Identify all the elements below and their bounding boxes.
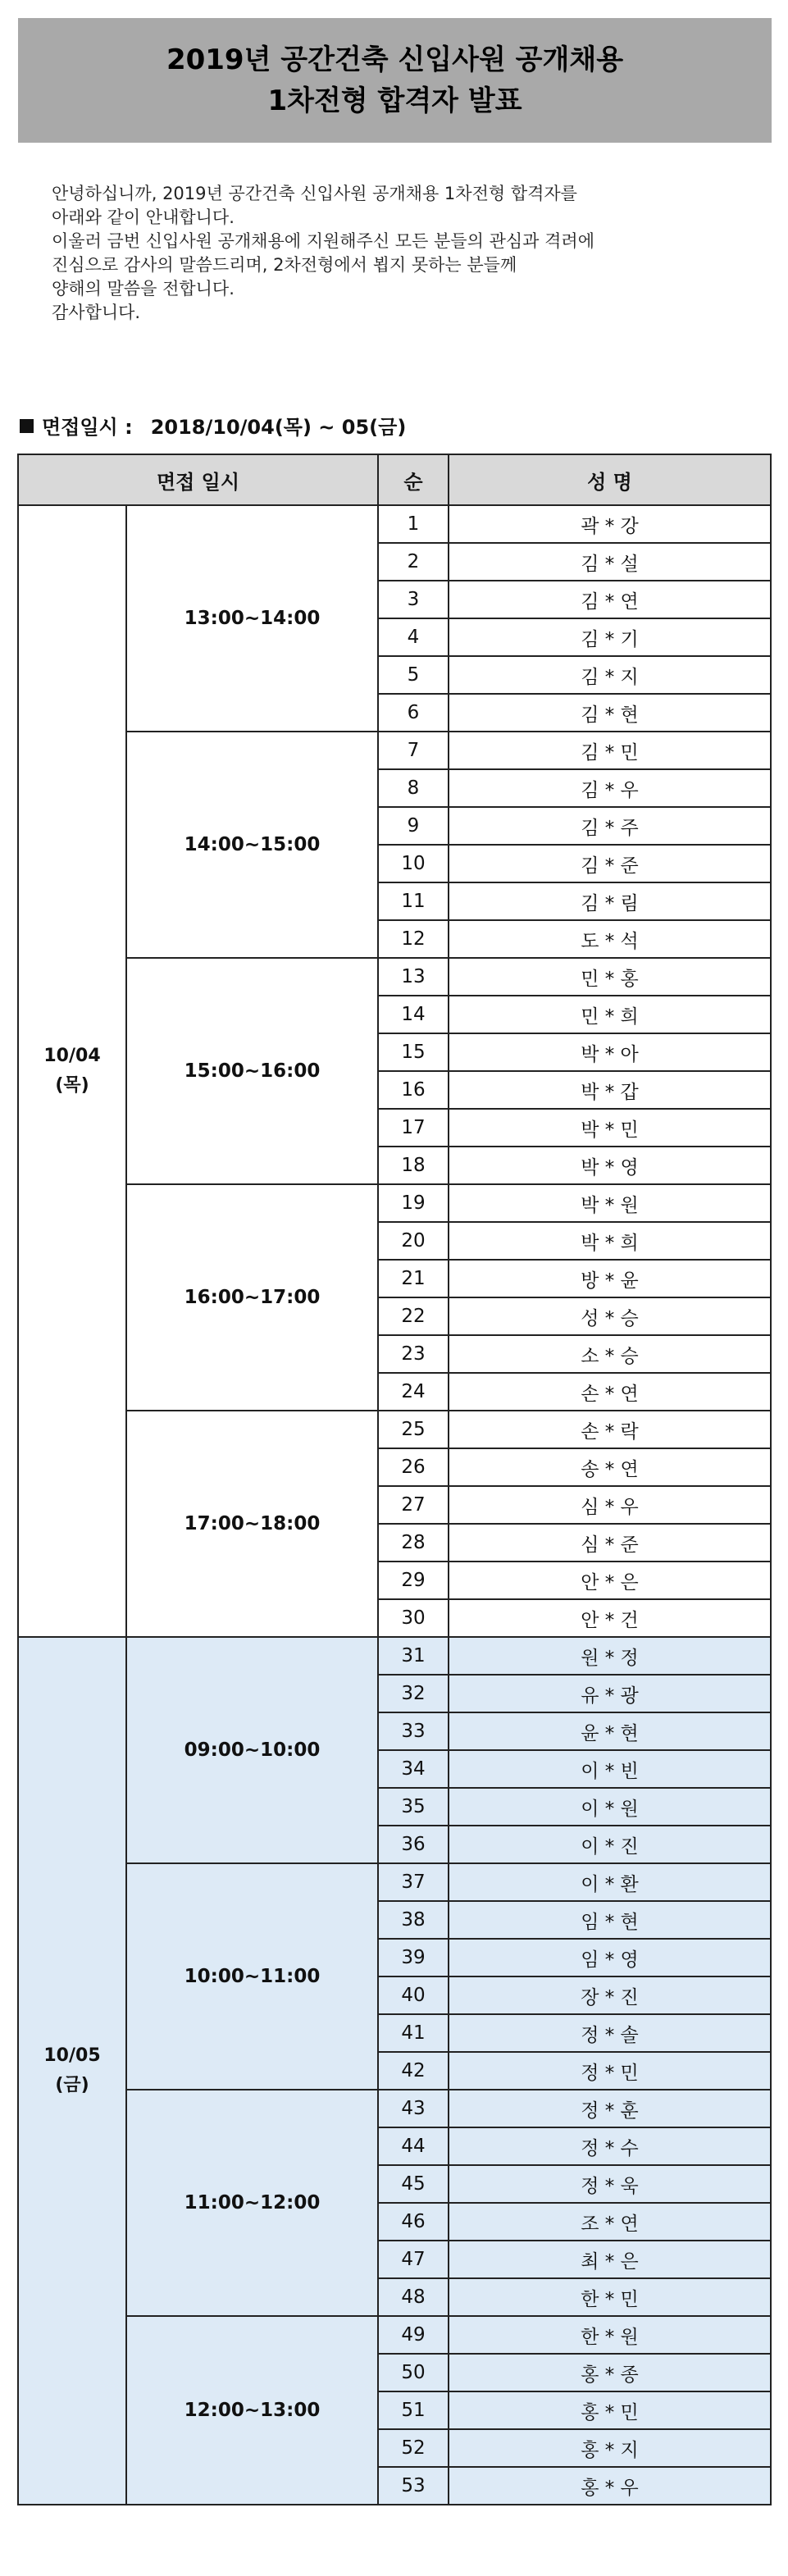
sequence-number-cell: 20	[378, 1222, 449, 1260]
sequence-number-cell: 44	[378, 2127, 449, 2165]
sequence-number-cell: 47	[378, 2241, 449, 2278]
sequence-number-cell: 40	[378, 1976, 449, 2014]
header-datetime: 면접 일시	[18, 454, 378, 505]
sequence-number-cell: 48	[378, 2278, 449, 2316]
applicant-name-cell: 안 * 건	[449, 1599, 771, 1637]
applicant-name-cell: 심 * 우	[449, 1486, 771, 1524]
sequence-number-cell: 33	[378, 1712, 449, 1750]
intro-line: 아래와 같이 안내합니다.	[52, 207, 235, 227]
applicant-name-cell: 조 * 연	[449, 2203, 771, 2241]
sequence-number-cell: 5	[378, 656, 449, 694]
table-row	[18, 1637, 771, 1675]
sequence-number-cell: 52	[378, 2429, 449, 2467]
sequence-number-cell: 38	[378, 1901, 449, 1939]
sequence-number-cell: 1	[378, 505, 449, 543]
applicant-name-cell: 김 * 준	[449, 845, 771, 882]
intro-line: 양해의 말씀을 전합니다.	[52, 279, 235, 299]
applicant-name-cell: 김 * 설	[449, 543, 771, 581]
applicant-name-cell: 한 * 민	[449, 2278, 771, 2316]
time-slot-cell: 13:00~14:00	[126, 505, 378, 732]
applicant-name-cell: 박 * 원	[449, 1184, 771, 1222]
header-number: 순	[378, 454, 449, 505]
applicant-name-cell: 방 * 윤	[449, 1260, 771, 1297]
applicant-name-cell: 손 * 락	[449, 1411, 771, 1448]
applicant-name-cell: 한 * 원	[449, 2316, 771, 2354]
applicant-name-cell: 최 * 은	[449, 2241, 771, 2278]
applicant-name-cell: 박 * 아	[449, 1033, 771, 1071]
interview-date: 10/05	[43, 2045, 101, 2066]
schedule-table	[17, 454, 772, 2505]
interview-weekday: (목)	[55, 1075, 89, 1096]
intro-line: 안녕하십니까, 2019년 공간건축 신입사원 공개채용 1차전형 합격자를	[52, 184, 577, 203]
applicant-name-cell: 김 * 민	[449, 732, 771, 769]
applicant-name-cell: 손 * 연	[449, 1373, 771, 1411]
sequence-number-cell: 21	[378, 1260, 449, 1297]
table-row	[18, 958, 771, 996]
sequence-number-cell: 4	[378, 618, 449, 656]
sequence-number-cell: 23	[378, 1335, 449, 1373]
table-row	[18, 2316, 771, 2354]
time-slot-cell: 15:00~16:00	[126, 958, 378, 1184]
table-row	[18, 1411, 771, 1448]
applicant-name-cell: 원 * 정	[449, 1637, 771, 1675]
applicant-name-cell: 임 * 현	[449, 1901, 771, 1939]
applicant-name-cell: 김 * 연	[449, 581, 771, 618]
title-banner	[18, 18, 772, 143]
sequence-number-cell: 15	[378, 1033, 449, 1071]
sequence-number-cell: 36	[378, 1826, 449, 1863]
intro-text	[52, 182, 757, 325]
applicant-name-cell: 김 * 우	[449, 769, 771, 807]
sequence-number-cell: 43	[378, 2090, 449, 2127]
sequence-number-cell: 10	[378, 845, 449, 882]
applicant-name-cell: 정 * 훈	[449, 2090, 771, 2127]
applicant-name-cell: 소 * 승	[449, 1335, 771, 1373]
applicant-name-cell: 홍 * 우	[449, 2467, 771, 2505]
sequence-number-cell: 17	[378, 1109, 449, 1147]
applicant-name-cell: 임 * 영	[449, 1939, 771, 1976]
sequence-number-cell: 46	[378, 2203, 449, 2241]
sequence-number-cell: 37	[378, 1863, 449, 1901]
sequence-number-cell: 49	[378, 2316, 449, 2354]
schedule-body	[18, 505, 771, 2505]
time-slot-cell: 12:00~13:00	[126, 2316, 378, 2505]
time-slot-cell: 14:00~15:00	[126, 732, 378, 958]
sequence-number-cell: 3	[378, 581, 449, 618]
time-slot-cell: 16:00~17:00	[126, 1184, 378, 1411]
sequence-number-cell: 19	[378, 1184, 449, 1222]
applicant-name-cell: 장 * 진	[449, 1976, 771, 2014]
interview-date-cell	[18, 505, 126, 1637]
applicant-name-cell: 곽 * 강	[449, 505, 771, 543]
sequence-number-cell: 22	[378, 1297, 449, 1335]
applicant-name-cell: 이 * 원	[449, 1788, 771, 1826]
page-title-line-2: 1차전형 합격자 발표	[267, 84, 522, 117]
sequence-number-cell: 27	[378, 1486, 449, 1524]
sequence-number-cell: 29	[378, 1562, 449, 1599]
applicant-name-cell: 홍 * 종	[449, 2354, 771, 2391]
applicant-name-cell: 이 * 환	[449, 1863, 771, 1901]
sequence-number-cell: 28	[378, 1524, 449, 1562]
intro-line: 감사합니다.	[52, 303, 141, 322]
time-slot-cell: 17:00~18:00	[126, 1411, 378, 1637]
applicant-name-cell: 박 * 갑	[449, 1071, 771, 1109]
sequence-number-cell: 8	[378, 769, 449, 807]
intro-line: 이울러 금번 신입사원 공개채용에 지원해주신 모든 분들의 관심과 격려에	[52, 231, 594, 251]
sequence-number-cell: 13	[378, 958, 449, 996]
heading-dates: 2018/10/04(목) ~ 05(금)	[150, 416, 407, 439]
sequence-number-cell: 25	[378, 1411, 449, 1448]
sequence-number-cell: 51	[378, 2391, 449, 2429]
sequence-number-cell: 6	[378, 694, 449, 732]
time-slot-cell: 10:00~11:00	[126, 1863, 378, 2090]
sequence-number-cell: 35	[378, 1788, 449, 1826]
applicant-name-cell: 박 * 민	[449, 1109, 771, 1147]
interview-schedule-heading	[20, 413, 406, 442]
applicant-name-cell: 성 * 승	[449, 1297, 771, 1335]
applicant-name-cell: 안 * 은	[449, 1562, 771, 1599]
sequence-number-cell: 14	[378, 996, 449, 1033]
applicant-name-cell: 민 * 홍	[449, 958, 771, 996]
applicant-name-cell: 김 * 기	[449, 618, 771, 656]
applicant-name-cell: 박 * 영	[449, 1147, 771, 1184]
table-row	[18, 732, 771, 769]
sequence-number-cell: 31	[378, 1637, 449, 1675]
sequence-number-cell: 42	[378, 2052, 449, 2090]
square-bullet-icon	[20, 419, 34, 433]
header-name: 성 명	[449, 454, 771, 505]
sequence-number-cell: 24	[378, 1373, 449, 1411]
applicant-name-cell: 심 * 준	[449, 1524, 771, 1562]
applicant-name-cell: 윤 * 현	[449, 1712, 771, 1750]
sequence-number-cell: 30	[378, 1599, 449, 1637]
applicant-name-cell: 정 * 욱	[449, 2165, 771, 2203]
applicant-name-cell: 김 * 현	[449, 694, 771, 732]
applicant-name-cell: 이 * 진	[449, 1826, 771, 1863]
sequence-number-cell: 2	[378, 543, 449, 581]
applicant-name-cell: 홍 * 지	[449, 2429, 771, 2467]
sequence-number-cell: 32	[378, 1675, 449, 1712]
sequence-number-cell: 18	[378, 1147, 449, 1184]
applicant-name-cell: 정 * 수	[449, 2127, 771, 2165]
applicant-name-cell: 홍 * 민	[449, 2391, 771, 2429]
interview-date: 10/04	[43, 1046, 101, 1066]
applicant-name-cell: 민 * 희	[449, 996, 771, 1033]
sequence-number-cell: 41	[378, 2014, 449, 2052]
time-slot-cell: 09:00~10:00	[126, 1637, 378, 1863]
sequence-number-cell: 45	[378, 2165, 449, 2203]
page-title-line-1: 2019년 공간건축 신입사원 공개채용	[166, 43, 624, 76]
applicant-name-cell: 송 * 연	[449, 1448, 771, 1486]
intro-line: 진심으로 감사의 말씀드리며, 2차전형에서 뵙지 못하는 분들께	[52, 255, 517, 275]
table-row	[18, 1863, 771, 1901]
table-row	[18, 2090, 771, 2127]
sequence-number-cell: 50	[378, 2354, 449, 2391]
interview-weekday: (금)	[55, 2075, 89, 2095]
applicant-name-cell: 박 * 희	[449, 1222, 771, 1260]
sequence-number-cell: 9	[378, 807, 449, 845]
table-row	[18, 505, 771, 543]
sequence-number-cell: 26	[378, 1448, 449, 1486]
sequence-number-cell: 16	[378, 1071, 449, 1109]
sequence-number-cell: 39	[378, 1939, 449, 1976]
applicant-name-cell: 김 * 지	[449, 656, 771, 694]
sequence-number-cell: 7	[378, 732, 449, 769]
applicant-name-cell: 김 * 주	[449, 807, 771, 845]
sequence-number-cell: 12	[378, 920, 449, 958]
applicant-name-cell: 도 * 석	[449, 920, 771, 958]
sequence-number-cell: 34	[378, 1750, 449, 1788]
applicant-name-cell: 이 * 빈	[449, 1750, 771, 1788]
time-slot-cell: 11:00~12:00	[126, 2090, 378, 2316]
sequence-number-cell: 53	[378, 2467, 449, 2505]
table-header-row	[18, 454, 771, 505]
applicant-name-cell: 유 * 광	[449, 1675, 771, 1712]
table-row	[18, 1184, 771, 1222]
sequence-number-cell: 11	[378, 882, 449, 920]
interview-date-cell	[18, 1637, 126, 2505]
heading-label: 면접일시 :	[42, 416, 133, 439]
applicant-name-cell: 정 * 민	[449, 2052, 771, 2090]
applicant-name-cell: 정 * 솔	[449, 2014, 771, 2052]
applicant-name-cell: 김 * 림	[449, 882, 771, 920]
